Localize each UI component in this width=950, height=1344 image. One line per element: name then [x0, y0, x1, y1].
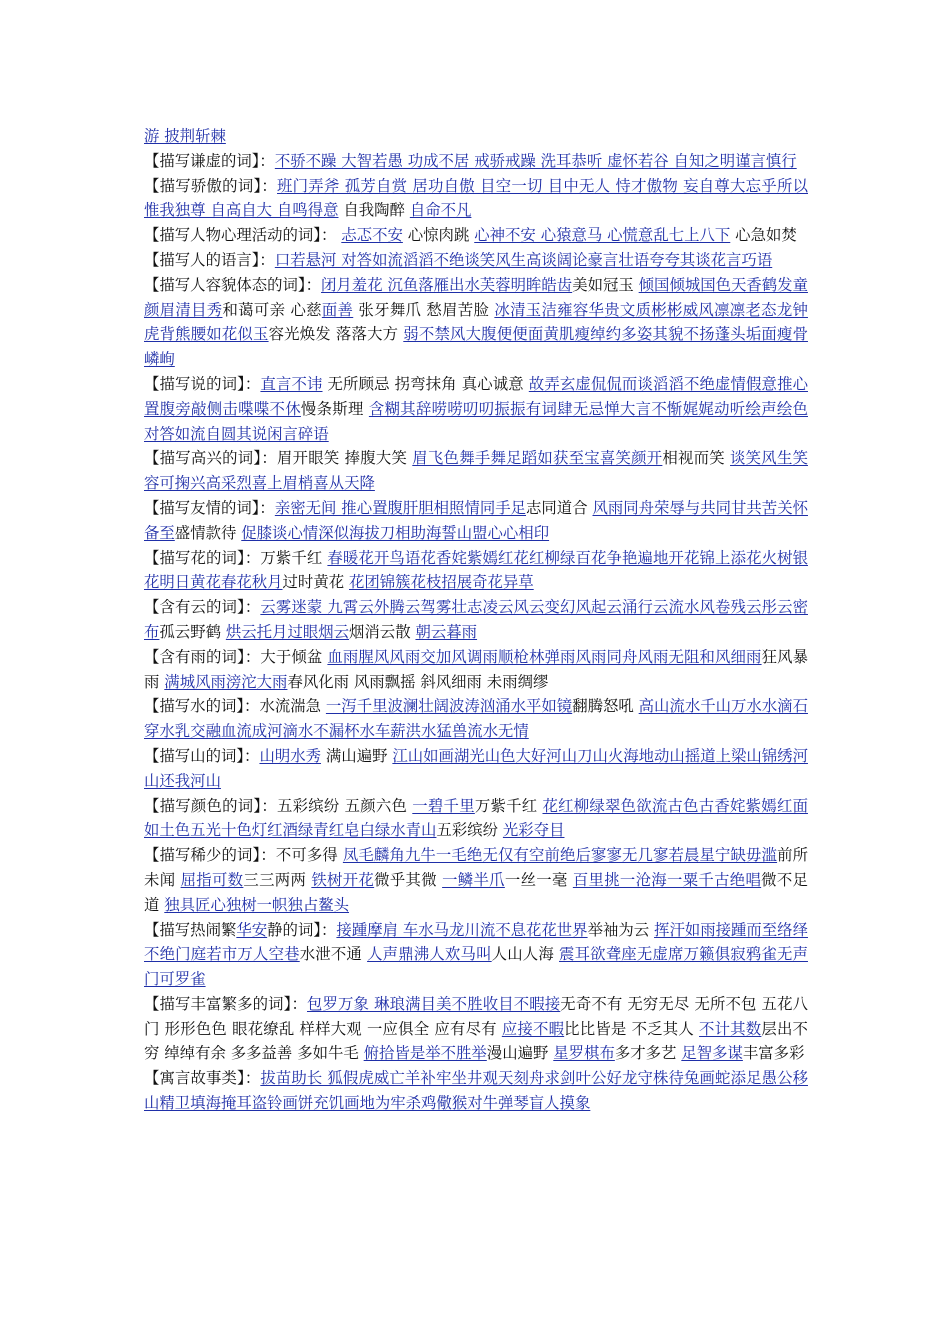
plain-words: 狂风暴雨: [144, 647, 808, 691]
word-link[interactable]: 独具匠心独树一帜独占鳌头: [164, 895, 349, 914]
plain-words: 心急如焚: [730, 226, 797, 245]
word-link[interactable]: 包罗万象 琳琅满目美不胜收目不暇接: [307, 994, 561, 1013]
plain-words: 万紫千红: [260, 548, 328, 567]
plain-words: 满山遍野: [321, 746, 393, 765]
word-link[interactable]: 人声鼎沸人欢马叫: [367, 945, 492, 964]
word-list-paragraph: [144, 694, 808, 744]
plain-words: 过时黄花: [282, 573, 349, 592]
word-link[interactable]: 眉飞色舞手舞足蹈如获至宝喜笑颜开: [412, 449, 663, 468]
word-link[interactable]: 百里挑一沧海一粟千古绝唱: [572, 870, 762, 889]
word-link[interactable]: 口若悬河 对答如流滔滔不绝谈笑风生高谈阔论豪言壮语夸夸其谈花言巧语: [274, 250, 773, 269]
word-link[interactable]: 游 披荆斩棘: [144, 127, 226, 145]
plain-words: 水泄不通: [299, 945, 368, 964]
plain-words: 大于倾盆: [260, 647, 328, 666]
document-page: [144, 124, 808, 1116]
word-list-paragraph: [144, 124, 808, 149]
category-heading: 【描写友情的词】：: [144, 498, 275, 517]
plain-words: 万紫千红: [474, 796, 543, 815]
word-link[interactable]: 忐忑不安: [341, 226, 403, 245]
word-list-paragraph: [144, 645, 808, 695]
word-list-paragraph: [144, 595, 808, 645]
word-link[interactable]: 俯拾皆是举不胜举: [363, 1044, 487, 1063]
word-link[interactable]: 血雨腥风风雨交加风调雨顺枪林弹雨风雨同舟风雨无阻和风细雨: [327, 647, 762, 666]
word-link[interactable]: 不计其数: [699, 1019, 762, 1038]
plain-words: 一丝一毫: [504, 870, 573, 889]
category-heading: 【描写高兴的词】：: [144, 449, 277, 468]
plain-words: 春风化雨 风雨飘摇 斜风细雨 未雨绸缪: [287, 672, 549, 691]
word-link[interactable]: 一碧千里: [412, 796, 475, 815]
word-list-paragraph: [144, 174, 808, 224]
word-link[interactable]: 一泻千里波澜壮阔波涛汹涌水平如镜: [325, 697, 573, 716]
plain-words: 层出不穷 绰绰有余 多多益善 多如牛毛: [144, 1019, 808, 1063]
word-link[interactable]: 江山如画湖光山色大好河山刀山火海地动山摇道上梁山锦绣河山还我河山: [144, 746, 808, 790]
word-link[interactable]: 自命不凡: [409, 201, 472, 220]
category-heading: 【描写水的词】：: [144, 697, 260, 716]
category-heading: 【描写花的词】：: [144, 548, 261, 567]
word-link[interactable]: 闭月羞花 沉鱼落雁出水芙蓉明眸皓齿: [321, 275, 573, 294]
word-list-paragraph: [144, 496, 808, 546]
word-list-paragraph: [144, 273, 808, 372]
word-link[interactable]: 应接不暇: [501, 1019, 565, 1038]
word-link[interactable]: 屈指可数: [180, 870, 244, 889]
word-link[interactable]: 星罗棋布: [553, 1044, 615, 1063]
plain-words: 丰富多彩: [742, 1044, 805, 1063]
word-link[interactable]: 含糊其辞唠唠叨叨振振有词肆无忌惮大言不惭娓娓动听绘声绘色对答如流自圆其说闲言碎语: [144, 399, 808, 443]
word-link[interactable]: 山明水秀: [259, 746, 322, 765]
plain-words: 前所未闻: [144, 846, 808, 889]
word-link[interactable]: 花团锦簇花枝招展奇花异草: [349, 573, 534, 592]
plain-words: 心惊肉跳: [402, 226, 475, 245]
category-heading: 【描写人的语言】：: [144, 250, 275, 269]
plain-words: 和蔼可亲 心慈: [222, 300, 322, 319]
plain-words: 孤云野鹤: [159, 622, 226, 641]
plain-words: 相视而笑: [662, 449, 731, 468]
word-link[interactable]: 弱不禁风大腹便便面黄肌瘦绰约多姿其貌不扬蓬头垢面瘦骨嶙峋: [144, 325, 808, 369]
plain-words: 美如冠玉: [572, 275, 639, 294]
category-heading: 【含有云的词】：: [144, 598, 261, 617]
word-link[interactable]: 一鳞半爪: [442, 870, 505, 889]
category-heading: 【描写稀少的词】：: [144, 846, 276, 865]
word-link[interactable]: 风雨同舟荣辱与共同甘共苦关怀备至: [144, 498, 808, 542]
word-link[interactable]: 花红柳绿翠色欲流古色古香姹紫嫣红面如土色五光十色灯红酒绿青红皂白绿水青山: [144, 796, 808, 840]
category-heading: 【描写热闹繁: [144, 920, 237, 939]
plain-words: 自我陶醉: [338, 201, 410, 220]
word-link[interactable]: 拔苗助长 狐假虎威亡羊补牢坐井观天刻舟求剑叶公好龙守株待兔画蛇添足愚公移山精卫填海掩耳盗铃画饼充饥画地为牢杀鸡儆猴对牛弹琴盲人摸象: [144, 1069, 808, 1113]
category-heading: 【含有雨的词】：: [144, 647, 261, 666]
plain-words: 微不足道: [144, 870, 808, 914]
category-heading: 【寓言故事类】：: [144, 1069, 261, 1088]
word-link[interactable]: 凤毛麟角九牛一毛绝无仅有空前绝后寥寥无几寥若晨星宁缺毋滥: [342, 846, 778, 865]
category-heading: 【描写人物心理活动的词】：: [144, 226, 337, 245]
category-heading: 【描写人容貌体态的词】：: [144, 275, 322, 294]
word-link[interactable]: 接踵摩肩 车水马龙川流不息花花世界: [336, 920, 588, 939]
plain-words: 比比皆是 不乏其人: [564, 1019, 700, 1038]
word-link[interactable]: 震耳欲聋座无虚席万籁俱寂鸦雀无声门可罗雀: [144, 945, 808, 989]
word-list-paragraph: [144, 248, 808, 273]
word-list-paragraph: [144, 546, 808, 596]
word-link[interactable]: 班门弄斧 孤芳自赏 居功自傲 目空一切 目中无人 恃才傲物 妄自尊大忘乎所以 惟我独尊 自高自大 自鸣得意: [144, 176, 808, 220]
category-heading: 【描写山的词】：: [144, 746, 260, 765]
plain-words: 漫山遍野: [486, 1044, 554, 1063]
word-list-paragraph: [144, 1066, 808, 1116]
word-link[interactable]: 云雾迷蒙 九霄云外腾云驾雾壮志凌云风云变幻风起云涌行云流水风卷残云彤云密布: [144, 598, 808, 641]
word-link[interactable]: 高山流水千山万水水滴石穿水乳交融血流成河滴水不漏杯水车薪洪水猛兽流水无情: [144, 697, 808, 741]
word-list-paragraph: [144, 149, 808, 174]
word-list-paragraph: [144, 918, 808, 992]
word-link[interactable]: 华安: [236, 920, 268, 939]
category-heading: 静的词】：: [267, 920, 337, 939]
word-list-paragraph: [144, 372, 808, 446]
word-link[interactable]: 谈笑风生笑容可掬兴高采烈喜上眉梢喜从天降: [144, 449, 808, 493]
plain-words: 慢条斯理: [300, 399, 369, 418]
plain-words: 无所顾忌 拐弯抹角 真心诚意: [322, 374, 529, 393]
word-link[interactable]: 心神不安 心猿意马 心慌意乱七上八下: [474, 226, 731, 245]
plain-words: 不可多得: [275, 846, 343, 865]
word-list-paragraph: [144, 744, 808, 794]
word-link[interactable]: 不骄不躁 大智若愚 功成不居 戒骄戒躁 洗耳恭听 虚怀若谷 自知之明谨言慎行: [274, 151, 797, 170]
word-link[interactable]: 亲密无间 推心置腹肝胆相照情同手足: [274, 498, 527, 517]
word-link[interactable]: 故弄玄虚侃侃而谈滔滔不绝虚情假意推心置腹旁敲侧击喋喋不休: [144, 374, 808, 418]
plain-words: 人山人海: [491, 945, 560, 964]
plain-words: 举袖为云: [587, 920, 655, 939]
word-link[interactable]: 光彩夺目: [502, 821, 565, 840]
category-heading: 【描写说的词】：: [144, 374, 261, 393]
word-link[interactable]: 足智多谋: [681, 1044, 743, 1063]
plain-words: 微乎其微: [374, 870, 443, 889]
category-heading: 【描写骄傲的词】：: [144, 176, 278, 195]
word-link[interactable]: 春暖花开鸟语花香姹紫嫣红花红柳绿百花争艳遍地开花锦上添花火树银花明日黄花春花秋月: [144, 548, 808, 592]
plain-words: 三三两两: [243, 870, 312, 889]
category-heading: 【描写颜色的词】：: [144, 796, 277, 815]
word-link[interactable]: 促膝谈心情深似海拔刀相助海誓山盟心心相印: [241, 523, 550, 542]
word-link[interactable]: 挥汗如雨接踵而至络绎不绝门庭若市万人空巷: [144, 920, 808, 964]
plain-words: 烟消云散: [349, 622, 416, 641]
word-link[interactable]: 满城风雨滂沱大雨: [164, 672, 288, 691]
word-link[interactable]: 朝云暮雨: [415, 622, 478, 641]
plain-words: 水流湍急: [259, 697, 326, 716]
word-list-paragraph: [144, 446, 808, 496]
plain-words: 眉开眼笑 捧腹大笑: [276, 449, 413, 468]
plain-words: 志同道合: [526, 498, 593, 517]
plain-words: 五彩缤纷: [436, 821, 503, 840]
category-heading: 【描写丰富繁多的词】：: [144, 994, 307, 1013]
plain-words: 多才多艺: [614, 1044, 682, 1063]
category-heading: 【描写谦虚的词】：: [144, 151, 275, 170]
word-list-paragraph: [144, 843, 808, 917]
plain-words: 翻腾怒吼: [572, 697, 639, 716]
plain-words: 无奇不有 无穷无尽 无所不包 五花八门 形形色色 眼花缭乱 样样大观 一应俱全 应有尽有: [144, 994, 808, 1038]
word-link[interactable]: 冰清玉洁雍容华贵文质彬彬威风凛凛老态龙钟虎背熊腰如花似玉: [144, 300, 808, 344]
word-list-paragraph: [144, 794, 808, 844]
word-list-paragraph: [144, 992, 808, 1066]
plain-words: 五彩缤纷 五颜六色: [276, 796, 413, 815]
plain-words: 容光焕发 落落大方: [268, 325, 404, 344]
word-link[interactable]: 直言不讳: [260, 374, 323, 393]
word-link[interactable]: 面善: [321, 300, 354, 319]
plain-words: 盛情款待: [174, 523, 242, 542]
word-list-paragraph: [144, 223, 808, 248]
word-link[interactable]: 烘云托月过眼烟云: [225, 622, 350, 641]
word-link[interactable]: 倾国倾城国色天香鹤发童颜眉清目秀: [144, 275, 808, 319]
plain-words: 张牙舞爪 愁眉苦脸: [353, 300, 495, 319]
word-link[interactable]: 铁树开花: [311, 870, 375, 889]
